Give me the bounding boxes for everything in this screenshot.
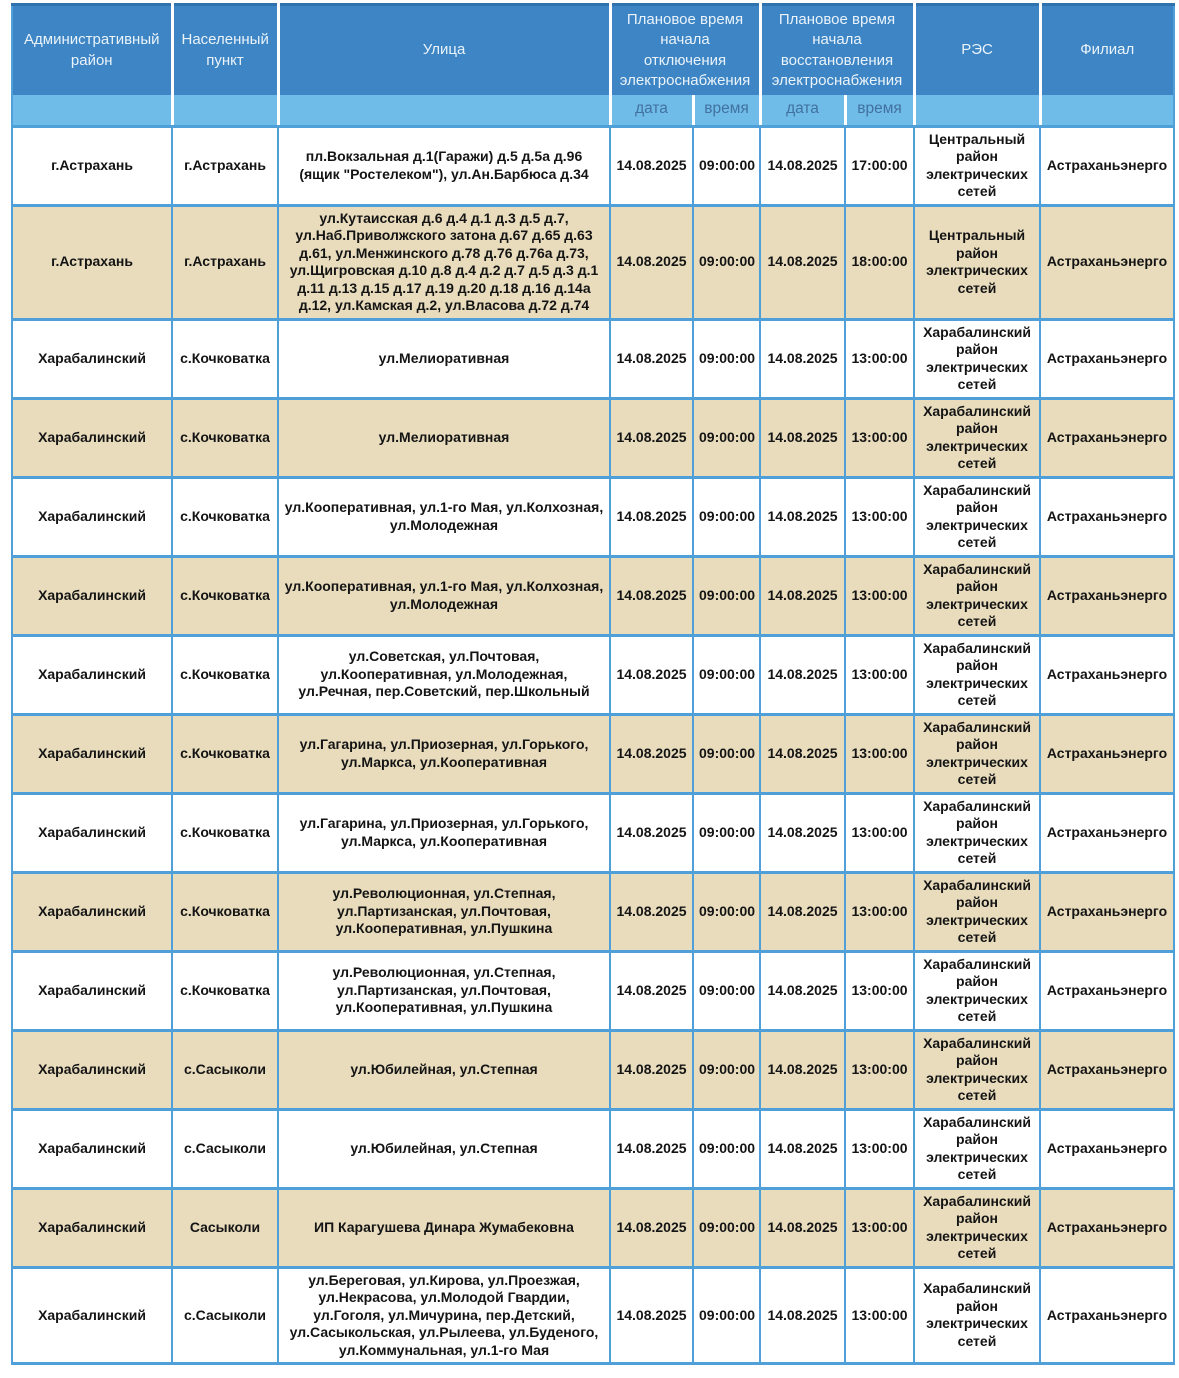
cell-district: г.Астрахань: [12, 126, 172, 205]
cell-res: Харабалинский район электрических сетей: [914, 793, 1040, 872]
cell-streets: ул.Кутаисская д.6 д.4 д.1 д.3 д.5 д.7, ул.Наб.Приволжского затона д.67 д.65 д.63 д.61, ул.Менжинского д.78 д.76 д.76а д.73, ул.Щигровская д.10 д.8 д.4 д.2 д.7 д.5 д.3 д.1 д.11 д.13 д.15 д.17 д.19 д.20 д.18 д.16 д.14а д.12, ул.Камская д.2, ул.Власова д.72 д.74: [278, 205, 610, 319]
cell-branch: Астраханьэнерго: [1040, 398, 1174, 477]
subheader-empty-district: [12, 95, 172, 126]
table-row: [12, 714, 1174, 793]
cell-settlement: с.Кочковатка: [172, 872, 278, 951]
cell-streets: ул.Береговая, ул.Кирова, ул.Проезжая, ул.Некрасова, ул.Молодой Гвардии, ул.Гоголя, ул.Мичурина, пер.Детский, ул.Сасыкольская, ул.Рылеева, ул.Буденого, ул.Коммунальная, ул.1-го Мая: [278, 1267, 610, 1364]
cell-branch: Астраханьэнерго: [1040, 126, 1174, 205]
subheader-empty-res: [914, 95, 1040, 126]
cell-district: Харабалинский: [12, 872, 172, 951]
cell-restore-time: 18:00:00: [845, 205, 914, 319]
header-settlement: Населенный пункт: [172, 5, 278, 96]
cell-outage-date: 14.08.2025: [610, 951, 693, 1030]
subheader-rest-time: время: [845, 95, 914, 126]
cell-outage-date: 14.08.2025: [610, 1188, 693, 1267]
subheader-empty-settlement: [172, 95, 278, 126]
cell-outage-date: 14.08.2025: [610, 872, 693, 951]
cell-streets: ул.Революционная, ул.Степная, ул.Партизанская, ул.Почтовая, ул.Кооперативная, ул.Пушкина: [278, 951, 610, 1030]
cell-restore-time: 13:00:00: [845, 714, 914, 793]
table-row: [12, 126, 1174, 205]
cell-streets: ул.Революционная, ул.Степная, ул.Партизанская, ул.Почтовая, ул.Кооперативная, ул.Пушкина: [278, 872, 610, 951]
cell-branch: Астраханьэнерго: [1040, 205, 1174, 319]
cell-branch: Астраханьэнерго: [1040, 477, 1174, 556]
table-row: [12, 1267, 1174, 1364]
cell-restore-time: 13:00:00: [845, 1267, 914, 1364]
cell-district: Харабалинский: [12, 1030, 172, 1109]
table-row: [12, 793, 1174, 872]
cell-restore-date: 14.08.2025: [760, 126, 845, 205]
cell-restore-date: 14.08.2025: [760, 872, 845, 951]
cell-branch: Астраханьэнерго: [1040, 1030, 1174, 1109]
cell-streets: ул.Кооперативная, ул.1-го Мая, ул.Колхозная, ул.Молодежная: [278, 477, 610, 556]
cell-branch: Астраханьэнерго: [1040, 1267, 1174, 1364]
table-row: [12, 635, 1174, 714]
cell-district: Харабалинский: [12, 793, 172, 872]
cell-streets: ул.Гагарина, ул.Приозерная, ул.Горького, ул.Маркса, ул.Кооперативная: [278, 793, 610, 872]
table-row: [12, 1109, 1174, 1188]
cell-settlement: с.Кочковатка: [172, 319, 278, 398]
cell-settlement: г.Астрахань: [172, 126, 278, 205]
cell-outage-date: 14.08.2025: [610, 1267, 693, 1364]
cell-restore-date: 14.08.2025: [760, 1030, 845, 1109]
table-body: [12, 126, 1174, 1364]
cell-district: Харабалинский: [12, 477, 172, 556]
cell-district: Харабалинский: [12, 1267, 172, 1364]
cell-res: Харабалинский район электрических сетей: [914, 1109, 1040, 1188]
cell-restore-date: 14.08.2025: [760, 556, 845, 635]
outage-table: [11, 3, 1175, 1365]
cell-res: Харабалинский район электрических сетей: [914, 635, 1040, 714]
cell-settlement: с.Кочковатка: [172, 951, 278, 1030]
cell-streets: ул.Кооперативная, ул.1-го Мая, ул.Колхозная, ул.Молодежная: [278, 556, 610, 635]
cell-branch: Астраханьэнерго: [1040, 1188, 1174, 1267]
cell-restore-date: 14.08.2025: [760, 1109, 845, 1188]
cell-outage-date: 14.08.2025: [610, 1109, 693, 1188]
cell-res: Харабалинский район электрических сетей: [914, 1030, 1040, 1109]
cell-settlement: с.Кочковатка: [172, 793, 278, 872]
cell-restore-time: 13:00:00: [845, 872, 914, 951]
cell-settlement: с.Сасыколи: [172, 1030, 278, 1109]
cell-res: Харабалинский район электрических сетей: [914, 319, 1040, 398]
cell-branch: Астраханьэнерго: [1040, 556, 1174, 635]
cell-district: Харабалинский: [12, 1109, 172, 1188]
table-row: [12, 1188, 1174, 1267]
cell-district: г.Астрахань: [12, 205, 172, 319]
cell-restore-time: 13:00:00: [845, 556, 914, 635]
cell-streets: ул.Гагарина, ул.Приозерная, ул.Горького, ул.Маркса, ул.Кооперативная: [278, 714, 610, 793]
table-row: [12, 872, 1174, 951]
cell-restore-time: 13:00:00: [845, 398, 914, 477]
cell-district: Харабалинский: [12, 951, 172, 1030]
cell-branch: Астраханьэнерго: [1040, 714, 1174, 793]
cell-outage-date: 14.08.2025: [610, 556, 693, 635]
subheader-empty-street: [278, 95, 610, 126]
cell-restore-time: 17:00:00: [845, 126, 914, 205]
cell-res: Харабалинский район электрических сетей: [914, 1188, 1040, 1267]
cell-settlement: с.Кочковатка: [172, 635, 278, 714]
cell-branch: Астраханьэнерго: [1040, 1109, 1174, 1188]
cell-outage-time: 09:00:00: [693, 714, 760, 793]
cell-restore-date: 14.08.2025: [760, 1267, 845, 1364]
table-row: [12, 319, 1174, 398]
header-restore-start-group: Плановое время начала восстановления электроснабжения: [760, 5, 914, 96]
cell-branch: Астраханьэнерго: [1040, 872, 1174, 951]
table-row: [12, 951, 1174, 1030]
cell-settlement: с.Сасыколи: [172, 1109, 278, 1188]
cell-district: Харабалинский: [12, 556, 172, 635]
cell-restore-date: 14.08.2025: [760, 205, 845, 319]
table-row: [12, 477, 1174, 556]
cell-restore-time: 13:00:00: [845, 793, 914, 872]
cell-outage-time: 09:00:00: [693, 319, 760, 398]
cell-streets: ул.Юбилейная, ул.Степная: [278, 1030, 610, 1109]
cell-outage-time: 09:00:00: [693, 1030, 760, 1109]
cell-streets: ул.Мелиоративная: [278, 319, 610, 398]
cell-branch: Астраханьэнерго: [1040, 635, 1174, 714]
cell-outage-date: 14.08.2025: [610, 635, 693, 714]
cell-res: Харабалинский район электрических сетей: [914, 872, 1040, 951]
cell-restore-time: 13:00:00: [845, 1188, 914, 1267]
cell-res: Харабалинский район электрических сетей: [914, 1267, 1040, 1364]
cell-streets: ул.Советская, ул.Почтовая, ул.Кооперативная, ул.Молодежная, ул.Речная, пер.Советский, пер.Школьный: [278, 635, 610, 714]
header-branch: Филиал: [1040, 5, 1174, 96]
cell-outage-time: 09:00:00: [693, 872, 760, 951]
cell-outage-time: 09:00:00: [693, 1109, 760, 1188]
cell-restore-time: 13:00:00: [845, 1109, 914, 1188]
cell-restore-date: 14.08.2025: [760, 793, 845, 872]
cell-outage-date: 14.08.2025: [610, 714, 693, 793]
cell-settlement: с.Кочковатка: [172, 714, 278, 793]
cell-streets: ИП Карагушева Динара Жумабековна: [278, 1188, 610, 1267]
cell-restore-time: 13:00:00: [845, 319, 914, 398]
cell-outage-time: 09:00:00: [693, 1188, 760, 1267]
cell-outage-time: 09:00:00: [693, 1267, 760, 1364]
cell-outage-date: 14.08.2025: [610, 205, 693, 319]
cell-branch: Астраханьэнерго: [1040, 319, 1174, 398]
cell-branch: Астраханьэнерго: [1040, 951, 1174, 1030]
cell-district: Харабалинский: [12, 1188, 172, 1267]
cell-streets: ул.Юбилейная, ул.Степная: [278, 1109, 610, 1188]
cell-res: Харабалинский район электрических сетей: [914, 477, 1040, 556]
subheader-off-date: дата: [610, 95, 693, 126]
cell-settlement: с.Кочковатка: [172, 477, 278, 556]
cell-branch: Астраханьэнерго: [1040, 793, 1174, 872]
cell-res: Харабалинский район электрических сетей: [914, 951, 1040, 1030]
cell-restore-time: 13:00:00: [845, 951, 914, 1030]
cell-restore-date: 14.08.2025: [760, 714, 845, 793]
header-row-main: [12, 5, 1174, 96]
cell-outage-time: 09:00:00: [693, 635, 760, 714]
cell-res: Центральный район электрических сетей: [914, 205, 1040, 319]
cell-district: Харабалинский: [12, 398, 172, 477]
subheader-empty-branch: [1040, 95, 1174, 126]
subheader-off-time: время: [693, 95, 760, 126]
header-outage-start-group: Плановое время начала отключения электроснабжения: [610, 5, 760, 96]
cell-district: Харабалинский: [12, 635, 172, 714]
cell-outage-time: 09:00:00: [693, 793, 760, 872]
cell-restore-date: 14.08.2025: [760, 398, 845, 477]
cell-restore-date: 14.08.2025: [760, 477, 845, 556]
cell-res: Харабалинский район электрических сетей: [914, 556, 1040, 635]
cell-outage-date: 14.08.2025: [610, 126, 693, 205]
cell-outage-time: 09:00:00: [693, 205, 760, 319]
cell-restore-date: 14.08.2025: [760, 319, 845, 398]
cell-restore-date: 14.08.2025: [760, 951, 845, 1030]
cell-streets: пл.Вокзальная д.1(Гаражи) д.5 д.5а д.96 (ящик "Ростелеком"), ул.Ан.Барбюса д.34: [278, 126, 610, 205]
cell-district: Харабалинский: [12, 714, 172, 793]
cell-outage-date: 14.08.2025: [610, 319, 693, 398]
cell-outage-date: 14.08.2025: [610, 477, 693, 556]
cell-restore-time: 13:00:00: [845, 635, 914, 714]
cell-outage-date: 14.08.2025: [610, 398, 693, 477]
cell-res: Харабалинский район электрических сетей: [914, 714, 1040, 793]
header-district: Административный район: [12, 5, 172, 96]
cell-district: Харабалинский: [12, 319, 172, 398]
cell-streets: ул.Мелиоративная: [278, 398, 610, 477]
cell-restore-date: 14.08.2025: [760, 1188, 845, 1267]
cell-restore-time: 13:00:00: [845, 477, 914, 556]
cell-outage-time: 09:00:00: [693, 951, 760, 1030]
cell-outage-time: 09:00:00: [693, 398, 760, 477]
table-header: [12, 5, 1174, 127]
header-res: РЭС: [914, 5, 1040, 96]
table-row: [12, 398, 1174, 477]
header-street: Улица: [278, 5, 610, 96]
cell-settlement: с.Кочковатка: [172, 398, 278, 477]
cell-outage-time: 09:00:00: [693, 126, 760, 205]
subheader-rest-date: дата: [760, 95, 845, 126]
cell-settlement: с.Кочковатка: [172, 556, 278, 635]
table-row: [12, 556, 1174, 635]
cell-outage-time: 09:00:00: [693, 477, 760, 556]
cell-outage-date: 14.08.2025: [610, 793, 693, 872]
cell-outage-time: 09:00:00: [693, 556, 760, 635]
cell-settlement: Сасыколи: [172, 1188, 278, 1267]
cell-restore-time: 13:00:00: [845, 1030, 914, 1109]
cell-settlement: г.Астрахань: [172, 205, 278, 319]
cell-settlement: с.Сасыколи: [172, 1267, 278, 1364]
cell-restore-date: 14.08.2025: [760, 635, 845, 714]
header-row-sub: [12, 95, 1174, 126]
cell-outage-date: 14.08.2025: [610, 1030, 693, 1109]
table-row: [12, 205, 1174, 319]
cell-res: Центральный район электрических сетей: [914, 126, 1040, 205]
table-row: [12, 1030, 1174, 1109]
cell-res: Харабалинский район электрических сетей: [914, 398, 1040, 477]
